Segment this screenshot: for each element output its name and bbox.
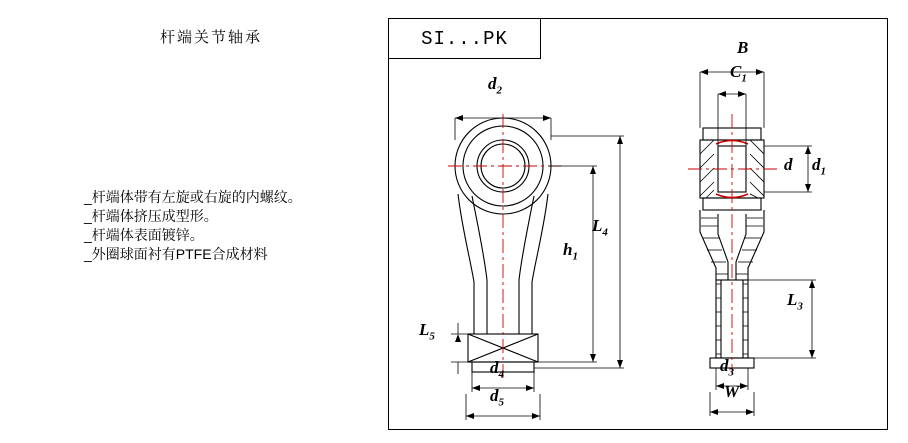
- dim-label-h1: $h_1$: [563, 240, 578, 263]
- sec-left-contour: [700, 210, 716, 280]
- note-item: _杆端体表面镀锌。: [84, 227, 204, 243]
- sec-right-inner: [736, 214, 746, 280]
- dim-label-d4: $d_4$: [490, 358, 504, 381]
- dim-label-B: B: [737, 38, 749, 57]
- drawing-svg: [388, 18, 888, 430]
- sec-right-contour: [748, 210, 764, 280]
- dim-label-d3: $d_3$: [720, 356, 734, 379]
- body-inner-right: [519, 196, 534, 280]
- dim-label-L4: $L_4$: [592, 216, 608, 239]
- dim-label-L3: $L_3$: [787, 290, 803, 313]
- note-item: _外圈球面衬有PTFE合成材料: [84, 246, 268, 262]
- note-item: _杆端体带有左旋或右旋的内螺纹。: [84, 189, 302, 205]
- body-right-contour: [532, 194, 548, 334]
- dim-label-d2: $d_2$: [488, 74, 502, 97]
- notes-list: [84, 188, 302, 264]
- dim-label-d: d: [784, 155, 793, 174]
- sec-left-inner: [718, 214, 728, 280]
- note-item: _杆端体挤压成型形。: [84, 208, 218, 224]
- series-label: SI...PK: [421, 27, 508, 50]
- dim-label-L5: $L_5$: [419, 320, 435, 343]
- dim-label-d5: $d_5$: [490, 386, 504, 409]
- body-inner-left: [472, 196, 487, 280]
- center-lines: [448, 114, 778, 381]
- dimension-lines: [451, 69, 816, 420]
- dim-label-W: W: [724, 382, 740, 401]
- body-left-contour: [458, 194, 474, 334]
- technical-drawing: [388, 18, 888, 430]
- dim-label-d1: $d_1$: [812, 155, 826, 178]
- dim-label-C1: $C_1$: [730, 62, 747, 85]
- page-title: 杆端关节轴承: [160, 29, 263, 46]
